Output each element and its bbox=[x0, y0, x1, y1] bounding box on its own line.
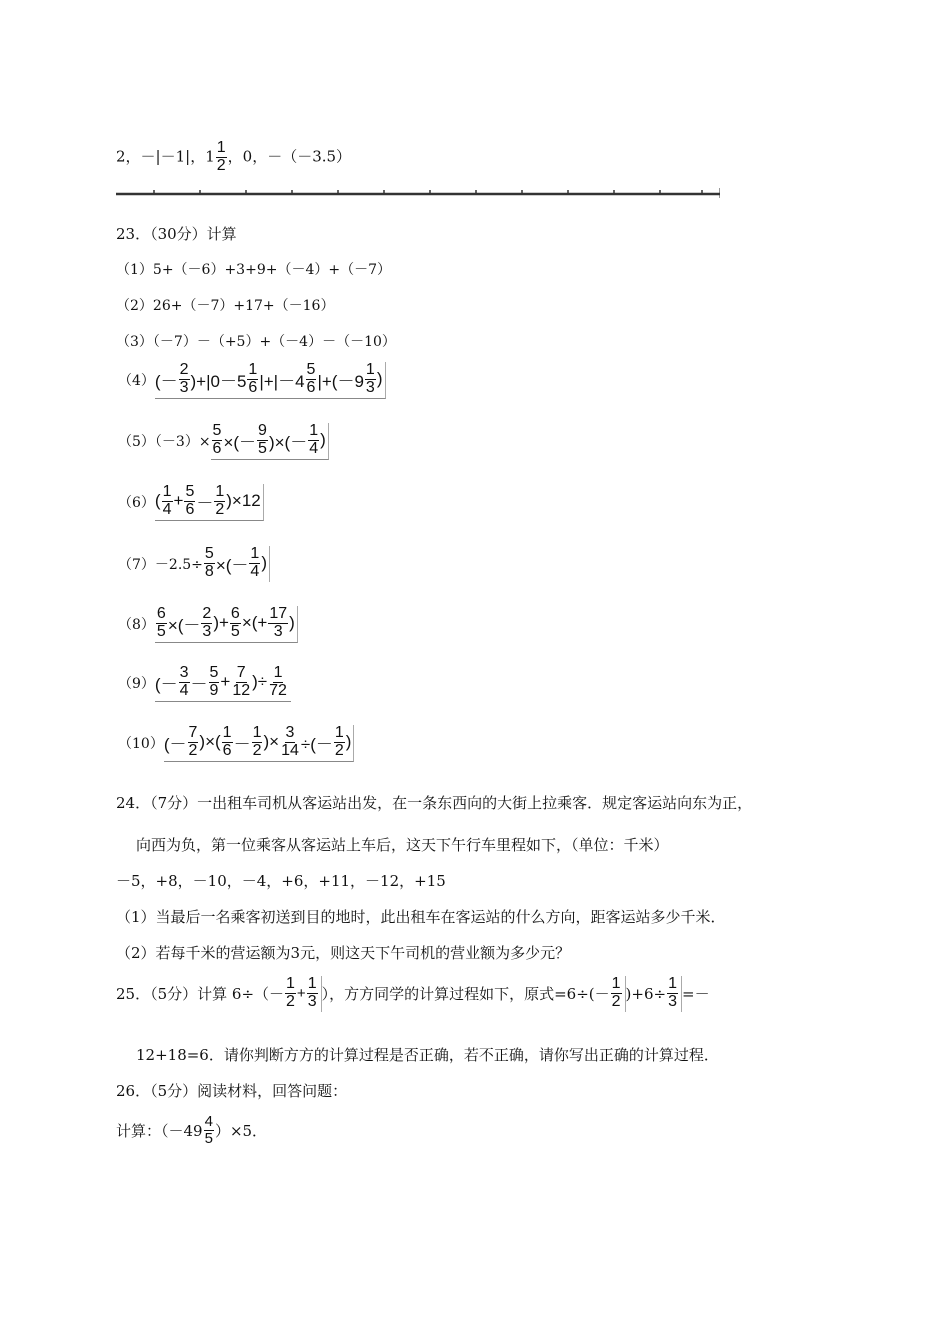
q23-part-6: （6） ( $\frac{1}{4}$ + $\frac{5}{6}$ － $\frac{1}{2}$ )×12 bbox=[118, 484, 264, 521]
q23-part-10: （10） (－ $\frac{7}{2}$ )×( $\frac{1}{6}$ － $\frac{1}{2}$ )× $\frac{3}{14}$ ÷(－ $\frac{1}{2}$ ) bbox=[118, 725, 354, 762]
q25-expr-2: $\frac{1}{2}$ bbox=[610, 976, 626, 1012]
q26-line-2: 计算：（－49 $\frac{4}{5}$ ）×5． bbox=[116, 1113, 268, 1147]
q23-part-4: （4） (－ $\frac{2}{3}$ )+|0－5 $\frac{1}{6}$ |+|－4 $\frac{5}{6}$ |+(－9 $\frac{1}{3}$ ) bbox=[118, 362, 386, 399]
q23-part-8: （8） $\frac{6}{5}$ ×(－ $\frac{2}{3}$ )+ $\frac{6}{5}$ ×(+ $\frac{17}{3}$ ) bbox=[118, 606, 298, 643]
q23-part-1: （1）5+（－6）+3+9+（－4）+（－7） bbox=[116, 262, 392, 278]
q24-line-1: 24．（7分）一出租车司机从客运站出发，在一条东西向的大街上拉乘客．规定客运站向东为正， bbox=[116, 794, 753, 812]
q25-expr-3: $\frac{1}{3}$ bbox=[666, 976, 682, 1012]
q22-line bbox=[116, 140, 950, 175]
number-line bbox=[116, 188, 720, 198]
q25-line-1: 25．（5分）计算 6÷（－ $\frac{1}{2}$ + $\frac{1}{3}$ ），方方同学的计算过程如下，原式=6÷(－ $\frac{1}{2}$ )+6÷ $\frac{1}{3}$ =－ bbox=[116, 975, 710, 1010]
q23-part-4-expr: (－ $\frac{2}{3}$ )+|0－5 $\frac{1}{6}$ |+|－4 $\frac{5}{6}$ |+(－9 $\frac{1}{3}$ ) bbox=[155, 362, 386, 399]
q26-line-1: 26．（5分）阅读材料，回答问题： bbox=[116, 1082, 348, 1100]
q23-part-5-expr: $\frac{5}{6}$ ×(－ $\frac{9}{5}$ )×(－ $\frac{1}{4}$ ) bbox=[211, 423, 329, 460]
q23-header: 23．（30分）计算 bbox=[116, 225, 237, 243]
q23-part-7-expr: $\frac{5}{8}$ ×(－ $\frac{1}{4}$ ) bbox=[203, 546, 270, 582]
q23-part-9: （9） (－ $\frac{3}{4}$ － $\frac{5}{9}$ + $\frac{7}{12}$ )÷ $\frac{1}{72}$ bbox=[118, 665, 291, 702]
q25-expr-1: $\frac{1}{2}$ + $\frac{1}{3}$ bbox=[284, 976, 322, 1012]
q23-part-8-expr: $\frac{6}{5}$ ×(－ $\frac{2}{3}$ )+ $\frac{6}{5}$ ×(+ $\frac{17}{3}$ ) bbox=[155, 606, 298, 643]
q23-part-10-expr: (－ $\frac{7}{2}$ )×( $\frac{1}{6}$ － $\frac{1}{2}$ )× $\frac{3}{14}$ ÷(－ $\frac{1}{2}$ ) bbox=[164, 725, 355, 762]
q24-line-5: （2）若每千米的营运额为3元，则这天下午司机的营业额为多少元？ bbox=[116, 944, 571, 962]
q24-line-3: －5，+8，－10，－4，+6，+11，－12，+15 bbox=[116, 872, 446, 890]
q23-part-2: （2）26+（－7）+17+（－16） bbox=[116, 298, 335, 314]
q22-lead: 2，－|－1|，1 bbox=[116, 147, 215, 166]
q25-line-2: 12+18=6．请你判断方方的计算过程是否正确，若不正确，请你写出正确的计算过程． bbox=[136, 1046, 719, 1064]
q23-part-9-expr: (－ $\frac{3}{4}$ － $\frac{5}{9}$ + $\frac{7}{12}$ )÷ $\frac{1}{72}$ bbox=[155, 665, 291, 702]
q23-part-7: （7）－2.5÷ $\frac{5}{8}$ ×(－ $\frac{1}{4}$ ) bbox=[118, 546, 270, 582]
q24-line-4: （1）当最后一名乘客初送到目的地时，此出租车在客运站的什么方向，距客运站多少千米． bbox=[116, 908, 726, 926]
q22-mixed-fraction: $\frac{1}{2}$ bbox=[216, 139, 226, 174]
q23-part-3: （3）（－7）－（+5）+（－4）－（－10） bbox=[116, 334, 396, 350]
q23-part-6-expr: ( $\frac{1}{4}$ + $\frac{5}{6}$ － $\frac{1}{2}$ )×12 bbox=[155, 484, 264, 521]
q23-part-5: （5）（－3）× $\frac{5}{6}$ ×(－ $\frac{9}{5}$ )×(－ $\frac{1}{4}$ ) bbox=[118, 423, 329, 460]
q24-line-2: 向西为负，第一位乘客从客运站上车后，这天下午行车里程如下，（单位：千米） bbox=[136, 836, 669, 854]
q22-tail: ，0，－（－3.5） bbox=[227, 147, 352, 166]
